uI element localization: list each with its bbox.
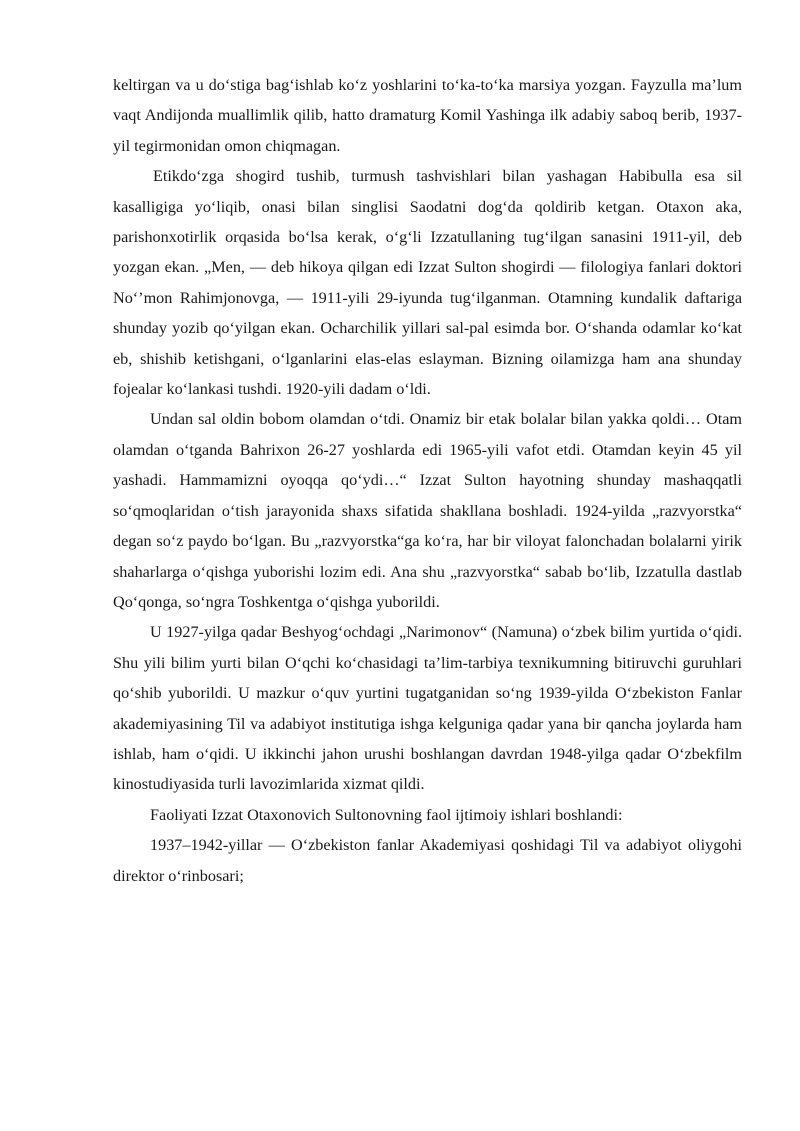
document-page (113, 70, 742, 891)
paragraph-6: 1937–1942-yillar — O‘zbekiston fanlar Akademiyasi qoshidagi Til va adabiyot oliygohi direktor o‘rinbosari; (113, 836, 742, 885)
paragraph-5: Faoliyati Izzat Otaxonovich Sultonovning faol ijtimoiy ishlari boshlandi: (150, 805, 623, 824)
paragraph-3: Undan sal oldin bobom olamdan o‘tdi. Onamiz bir etak bolalar bilan yakka qoldi… Otam olamdan o‘tganda Bahrixon 26-27 yoshlarda edi 1965-yili vafot etdi. Otamdan keyin 45 yil yashadi. Hammamizni oyoqqa qo‘ydi…“ Izzat Sulton hayotning shunday mashaqqatli so‘qmoqlaridan o‘tish jarayonida shaxs sifatida shakllana boshladi. 1924-yilda „razvyorstka“ degan so‘z paydo bo‘lgan. Bu „razvyorstka“ga ko‘ra, har bir viloyat falonchadan bolalarni yirik shaharlarga o‘qishga yuborishi lozim edi. Ana shu „razvyorstka“ sabab bo‘lib, Izzatulla dastlab Qo‘qonga, so‘ngra Toshkentga o‘qishga yuborildi. (113, 410, 742, 611)
paragraph-4: U 1927-yilga qadar Beshyog‘ochdagi „Narimonov“ (Namuna) o‘zbek bilim yurtida o‘qidi. Shu yili bilim yurti bilan O‘qchi ko‘chasidagi ta’lim-tarbiya texnikumning bitiruvchi guruhlari qo‘shib yuborildi. U mazkur o‘quv yurtini tugatganidan so‘ng 1939-yilda O‘zbekiston Fanlar akademiyasining Til va adabiyot institutiga ishga kelguniga qadar yana bir qancha joylarda ham ishlab, ham o‘qidi. U ikkinchi jahon urushi boshlangan davrdan 1948-yilga qadar O‘zbekfilm kinostudiyasida turli lavozimlarida xizmat qildi. (113, 623, 742, 794)
paragraph-1: keltirgan va u do‘stiga bag‘ishlab ko‘z yoshlarini to‘ka-to‘ka marsiya yozgan. Fayzulla ma’lum vaqt Andijonda muallimlik qilib, hatto dramaturg Komil Yashinga ilk adabiy saboq berib, 1937-yil tegirmonidan omon chiqmagan. (113, 76, 742, 155)
paragraph-2: Etikdo‘zga shogird tushib, turmush tashvishlari bilan yashagan Habibulla esa sil kasalligiga yo‘liqib, onasi bilan singlisi Saodatni dog‘da qoldirib ketgan. Otaxon aka, parishonxotirlik orqasida bo‘lsa kerak, o‘g‘li Izzatullaning tug‘ilgan sanasini 1911-yil, deb yozgan ekan. „Men, — deb hikoya qilgan edi Izzat Sulton shogirdi — filologiya fanlari doktori No‘’mon Rahimjonovga, — 1911-yili 29-iyunda tug‘ilganman. Otamning kundalik daftariga shunday yozib qo‘yilgan ekan. Ocharchilik yillari sal-pal esimda bor. O‘shanda odamlar ko‘kat eb, shishib ketishgani, o‘lganlarini elas-elas eslayman. Bizning oilamizga ham ana shunday fojealar ko‘lankasi tushdi. 1920-yili dadam o‘ldi. (113, 167, 742, 399)
